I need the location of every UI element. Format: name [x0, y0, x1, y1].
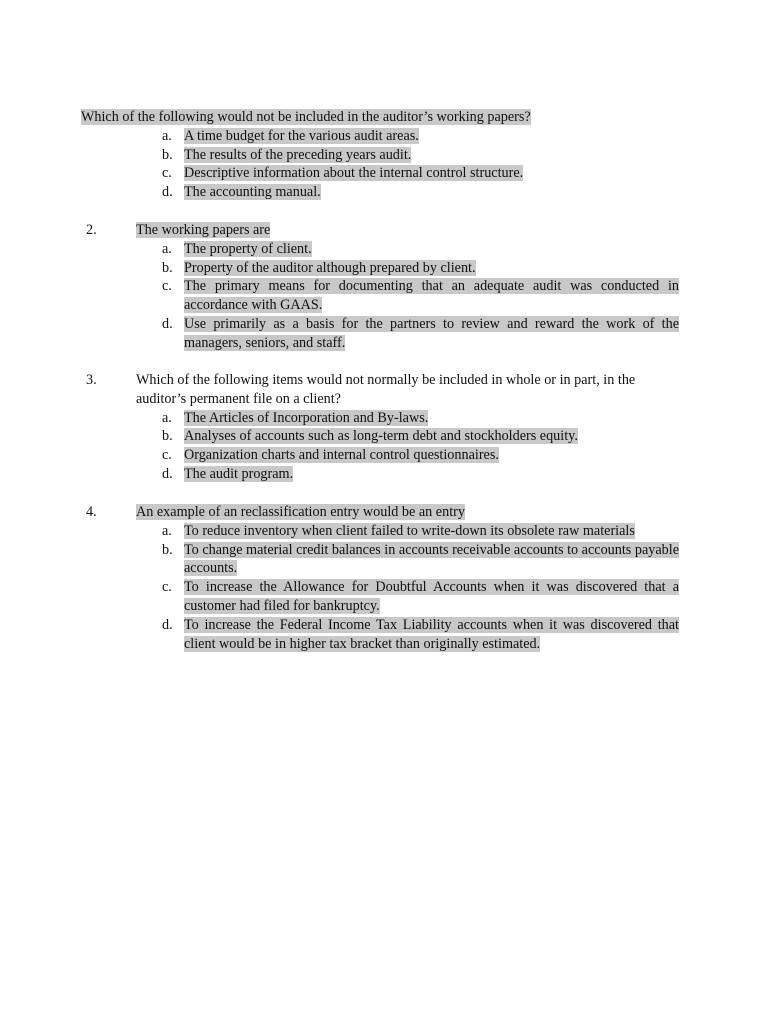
option-text: A time budget for the various audit areas. — [184, 127, 419, 144]
question-4-options — [160, 522, 679, 654]
option-letter: c. — [162, 579, 172, 596]
question-1-option-c — [160, 164, 679, 183]
option-text: Analyses of accounts such as long-term debt and stockholders equity. — [184, 428, 578, 445]
question-2-text: The working papers are — [136, 222, 271, 238]
option-letter: b. — [162, 146, 173, 163]
option-text: The audit program. — [184, 465, 294, 482]
option-text: To increase the Allowance for Doubtful Accounts when it was discovered that a customer had filed for bankruptcy. — [184, 579, 679, 614]
option-text: To change material credit balances in accounts receivable accounts to accounts payable accounts. — [184, 541, 679, 577]
option-text: The primary means for documenting that an adequate audit was conducted in accordance with GAAS. — [184, 278, 679, 314]
question-1 — [81, 108, 681, 202]
question-2 — [86, 221, 682, 353]
option-text: Organization charts and internal control questionnaires. — [184, 447, 499, 464]
question-2-option-b — [160, 259, 679, 278]
option-text: To increase the Federal Income Tax Liability accounts when it was discovered that client would be in higher tax bracket than originally estimated. — [184, 616, 679, 652]
question-4-option-c — [160, 578, 679, 616]
option-text: Use primarily as a basis for the partners to review and reward the work of the managers, seniors, and staff. — [184, 315, 679, 351]
option-text: Property of the auditor although prepared by client. — [184, 259, 476, 276]
question-number: 3. — [86, 372, 97, 388]
option-letter: b. — [162, 259, 173, 276]
option-letter: c. — [162, 278, 172, 295]
question-2-option-a — [160, 240, 679, 259]
option-letter: a. — [162, 522, 172, 539]
question-3-option-c — [160, 446, 679, 465]
question-3 — [86, 371, 682, 484]
option-letter: b. — [162, 541, 173, 558]
question-4-option-d — [160, 616, 679, 654]
question-3-text: Which of the following items would not normally be included in whole or in part, in the auditor’s permanent file on a client? — [136, 372, 636, 407]
option-letter: c. — [162, 165, 172, 182]
question-2-option-d — [160, 315, 679, 353]
option-letter: a. — [162, 409, 172, 426]
question-4-option-a — [160, 522, 679, 541]
option-text: The results of the preceding years audit. — [184, 146, 412, 163]
option-text: Descriptive information about the internal control structure. — [184, 165, 524, 182]
option-letter: a. — [162, 127, 172, 144]
option-text: To reduce inventory when client failed to write-down its obsolete raw materials — [184, 522, 635, 539]
question-3-options — [160, 409, 679, 484]
question-1-options — [160, 127, 679, 202]
option-text: The accounting manual. — [184, 184, 321, 201]
option-letter: b. — [162, 428, 173, 445]
question-1-option-b — [160, 146, 679, 165]
question-4-option-b — [160, 541, 679, 579]
option-letter: d. — [162, 184, 173, 201]
option-letter: d. — [162, 616, 173, 633]
option-text: The property of client. — [184, 240, 312, 257]
question-1-text: Which of the following would not be included in the auditor’s working papers? — [81, 109, 531, 125]
question-4 — [86, 503, 682, 653]
question-2-options — [160, 240, 679, 353]
question-2-option-c — [160, 277, 679, 315]
question-3-option-b — [160, 427, 679, 446]
option-letter: c. — [162, 447, 172, 464]
question-4-text: An example of an reclassification entry would be an entry — [136, 504, 465, 520]
question-number: 2. — [86, 222, 97, 238]
question-1-option-d — [160, 183, 679, 202]
option-letter: d. — [162, 465, 173, 482]
option-text: The Articles of Incorporation and By-laws. — [184, 409, 429, 426]
question-3-option-a — [160, 409, 679, 428]
option-letter: a. — [162, 240, 172, 257]
question-1-option-a — [160, 127, 679, 146]
question-3-option-d — [160, 465, 679, 484]
option-letter: d. — [162, 315, 173, 332]
question-number: 4. — [86, 504, 97, 520]
